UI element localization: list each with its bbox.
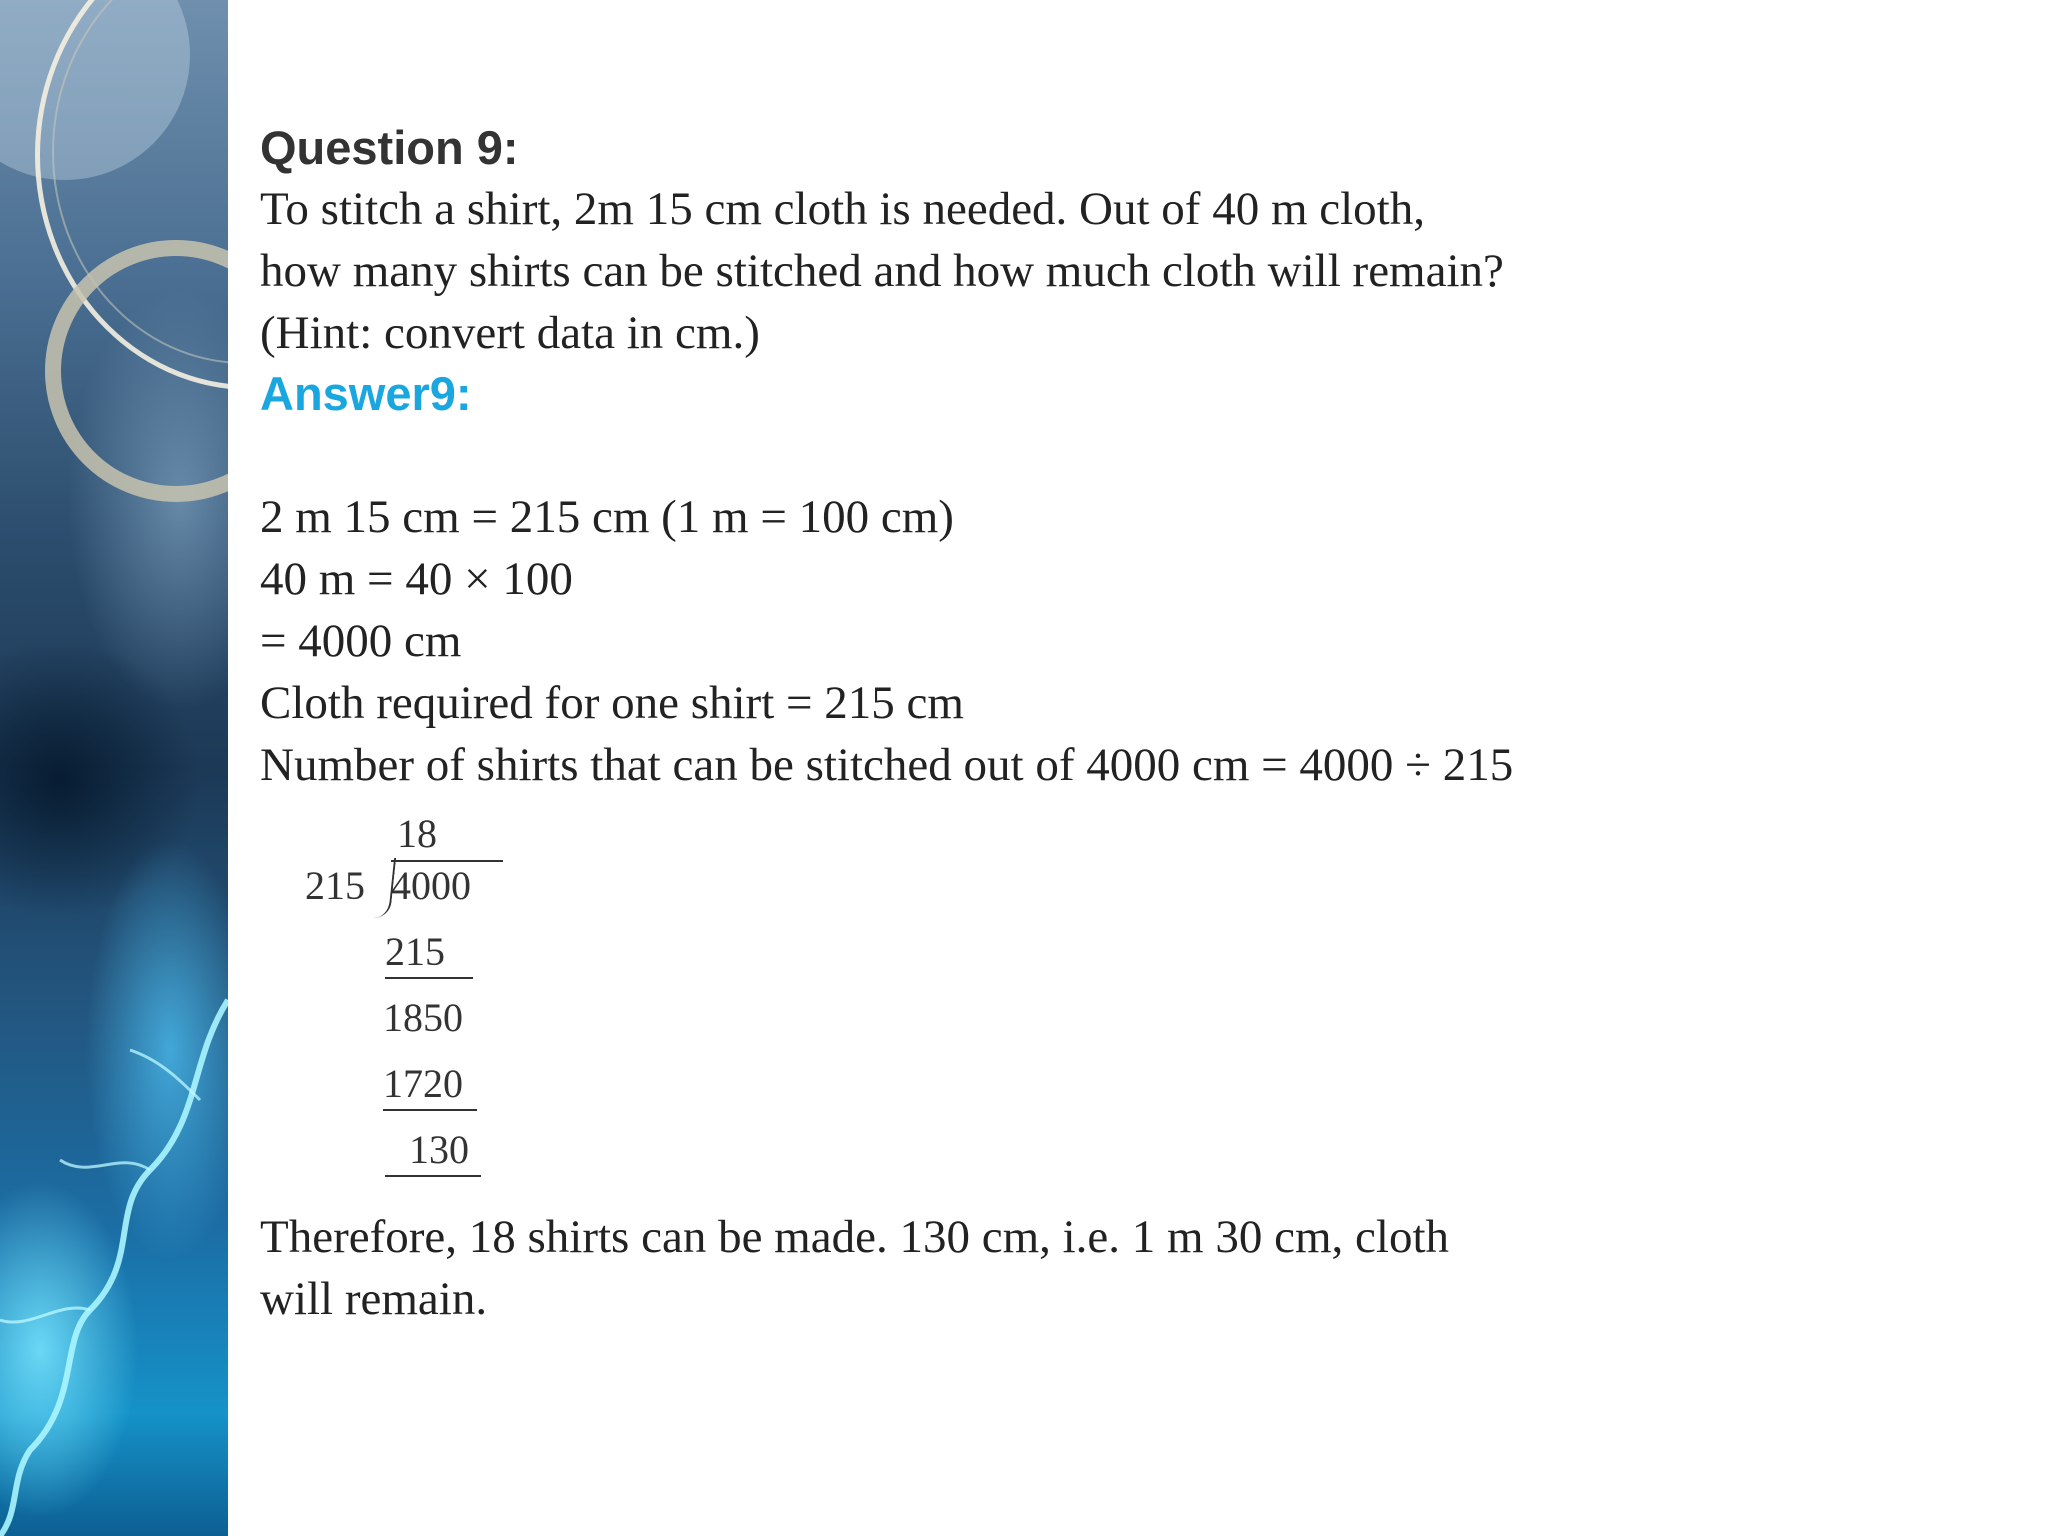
decorative-sidebar: [0, 0, 228, 1536]
conclusion-line: Therefore, 18 shirts can be made. 130 cm, i.e. 1 m 30 cm, cloth: [260, 1211, 1449, 1263]
answer-title: Answer9:: [260, 367, 472, 420]
conclusion-line: will remain.: [260, 1273, 488, 1325]
answer-line: 2 m 15 cm = 215 cm (1 m = 100 cm): [260, 491, 954, 543]
division-rule: [383, 1109, 477, 1111]
question-line: how many shirts can be stitched and how much cloth will remain?: [260, 245, 1504, 297]
division-rule: [391, 860, 503, 862]
division-remainder: 130: [409, 1127, 469, 1172]
answer-line: Cloth required for one shirt = 215 cm: [260, 677, 964, 729]
question-title: Question 9:: [260, 121, 519, 174]
question-hint: (Hint: convert data in cm.): [260, 307, 760, 359]
answer-line: = 4000 cm: [260, 615, 462, 667]
slide-content: [260, 118, 2020, 1330]
division-step: 215: [385, 929, 445, 974]
question-line: To stitch a shirt, 2m 15 cm cloth is needed. Out of 40 m cloth,: [260, 183, 1425, 235]
long-division: [305, 806, 505, 1176]
division-rule: [385, 977, 473, 979]
answer-line: 40 m = 40 × 100: [260, 553, 573, 605]
division-quotient: 18: [397, 811, 437, 856]
division-dividend: 4000: [391, 863, 471, 908]
answer-line: Number of shirts that can be stitched out of 4000 cm = 4000 ÷ 215: [260, 739, 1514, 791]
division-step: 1850: [383, 995, 463, 1040]
division-rule: [385, 1175, 481, 1177]
division-step: 1720: [383, 1061, 463, 1106]
division-divisor: 215: [305, 863, 365, 908]
spacer: [260, 424, 2020, 486]
